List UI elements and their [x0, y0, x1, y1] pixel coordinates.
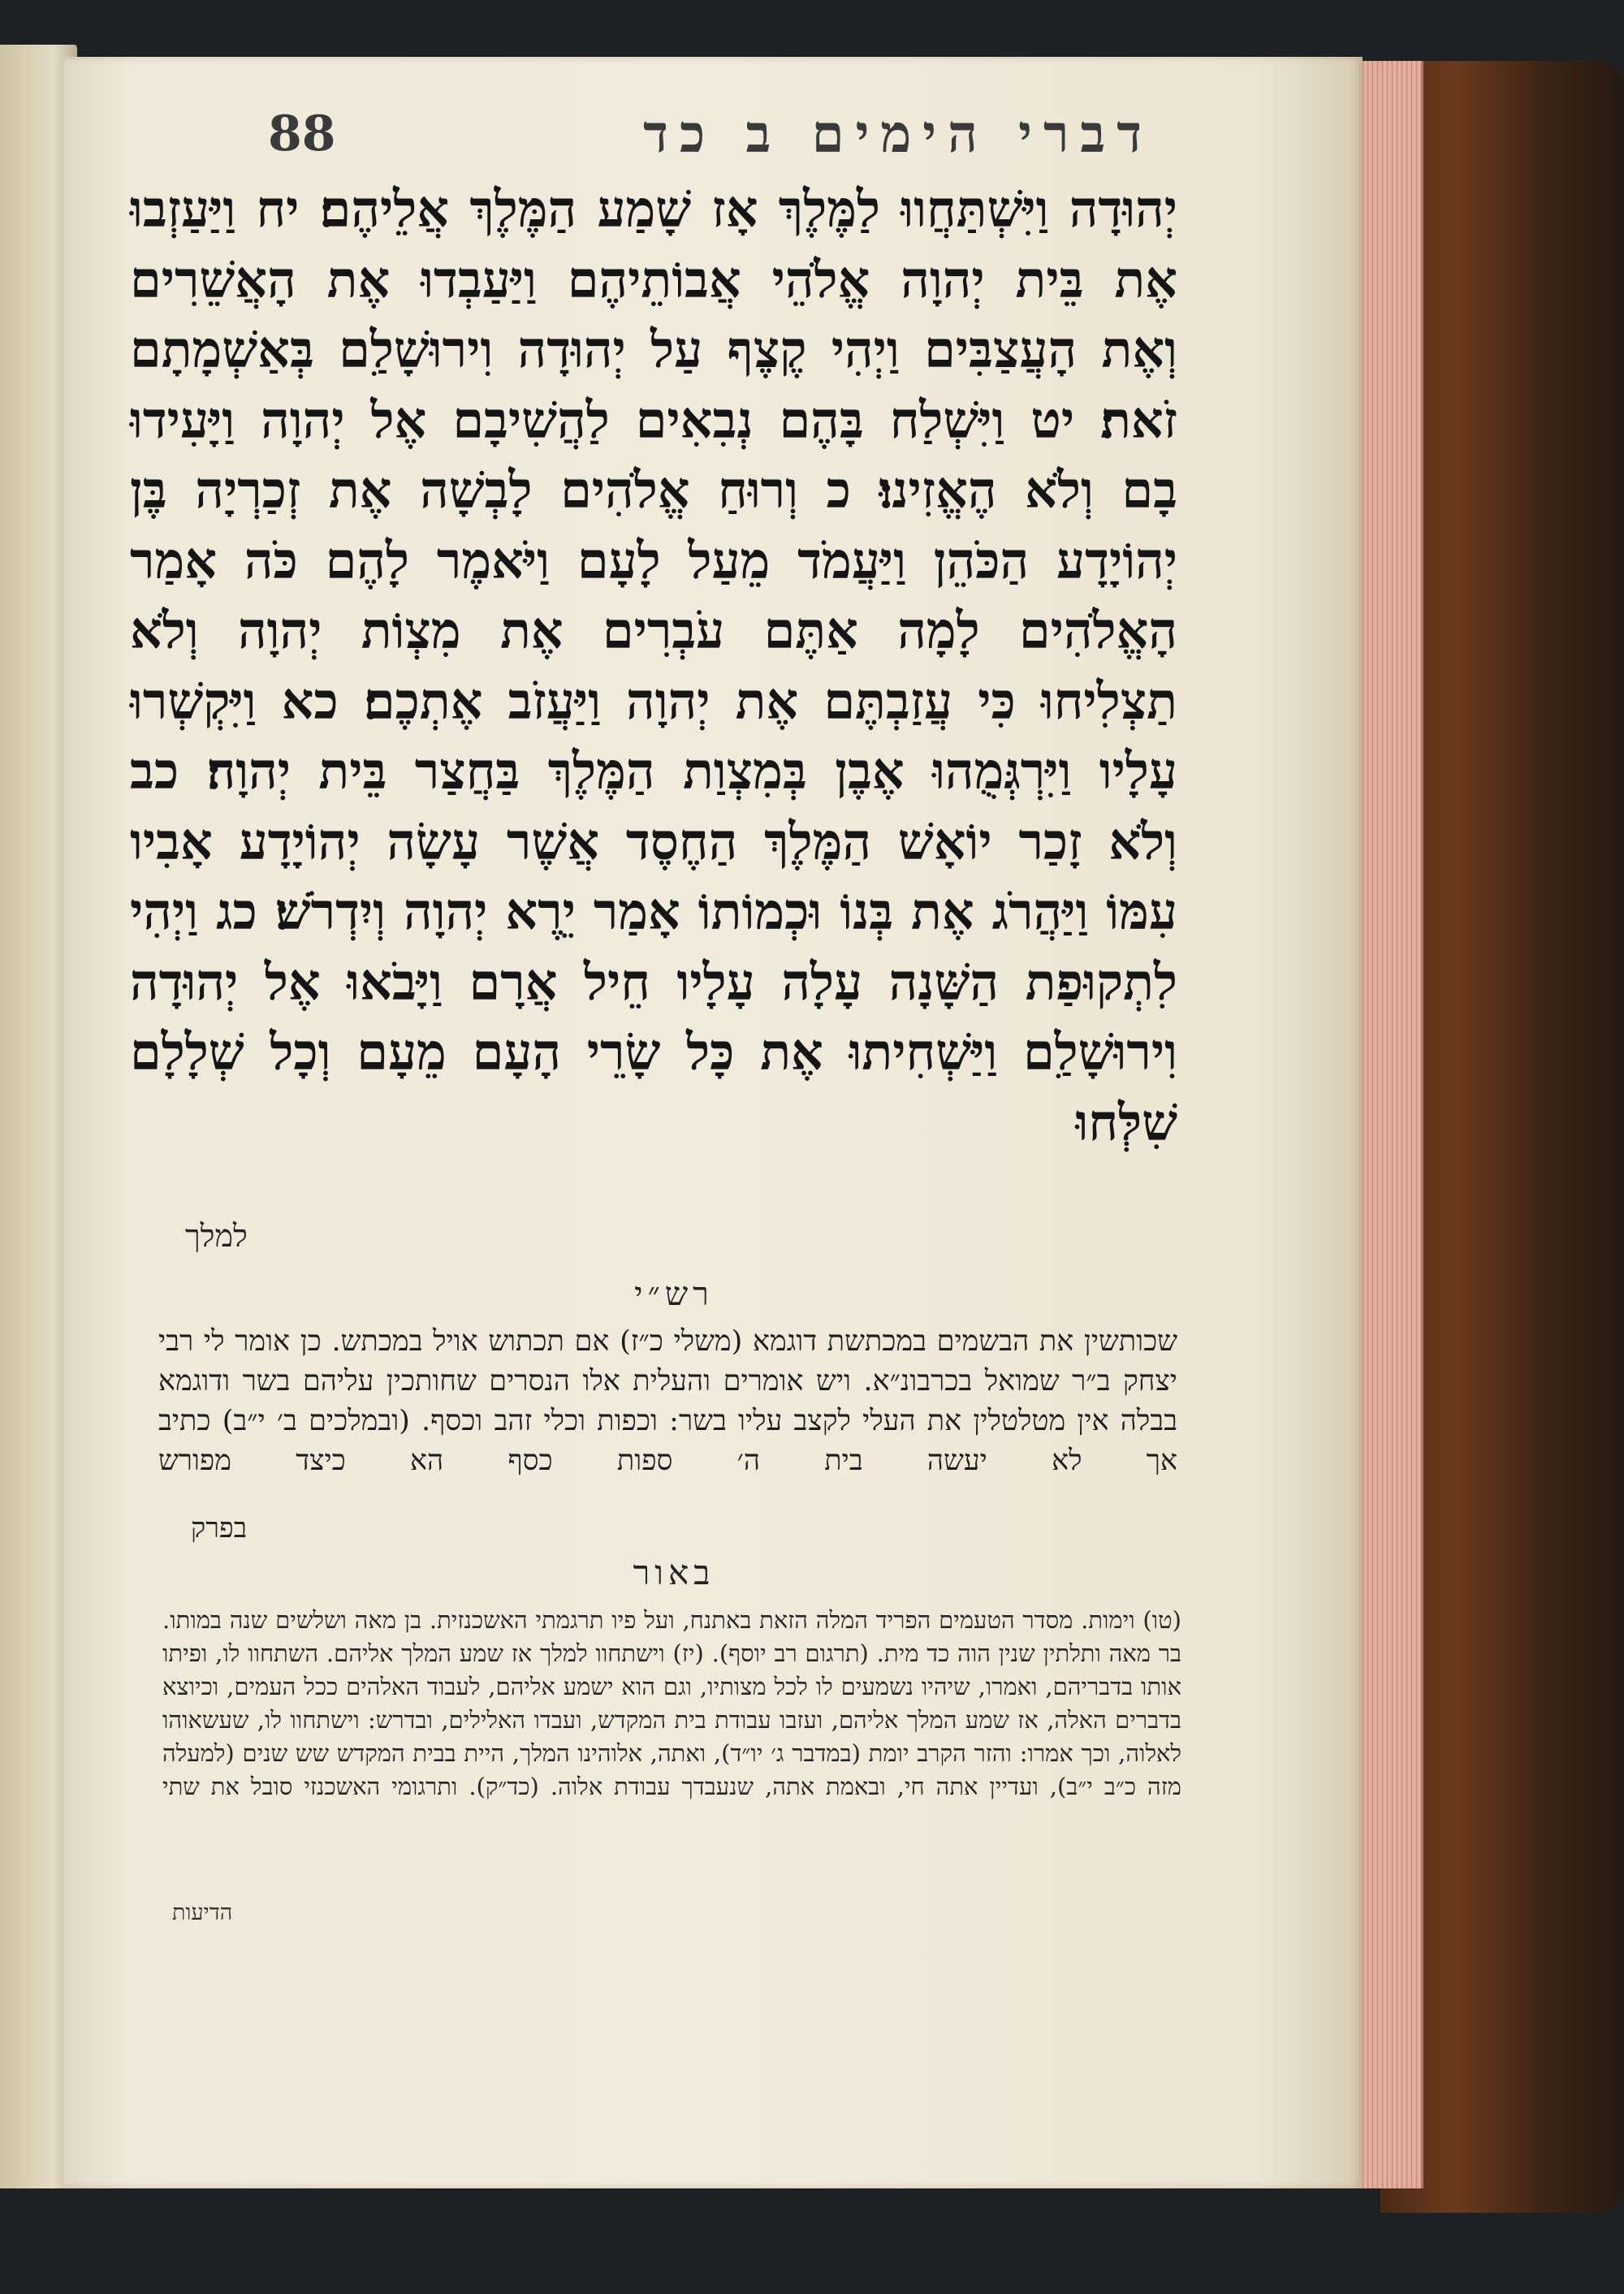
rashi-catchword: בפרק: [191, 1512, 248, 1544]
biur-commentary: (טו) וימות. מסדר הטעמים הפריד המלה הזאת באתנח, ועל פיו תרגמתי האשכנזית. בן מאה ושלשים שנה במותו. בר מאה ותלתין שנין הוה כד מית. (תרגום רב יוסף). (יז) וישתחוו למלך אז שמע המלך אליהם. השתחוו לו, ופיתו אותו בדבריהם, ואמרו, שיהיו נשמעים לו לכל מצותיו, וגם הוא ישמע אליהם, לעבוד האלהים ככל העמים, וכיוצא בדברים האלה, אז שמע המלך אליהם, ועזבו עבודת בית המקדש, ועבדו האלילים, ובדרש: וישתחוו לו, שעשאוהו לאלוה, וכך אמרו: והזר הקרב יומת (במדבר ג׳ יו״ד), ואתה, אלוהינו המלך, היית בבית המקדש שש שנים (למעלה מזה כ״ב י״ב), ועדיין אתה חי, ובאמת אתה, שנעבדך עבודת אלוה. (כד״ק). ותרגומי האשכנזי סובל את שתי: [162, 1606, 1181, 1800]
rashi-heading: רש״י: [634, 1276, 714, 1313]
main-catchword: למלך: [185, 1218, 248, 1254]
page-number: 88: [268, 106, 336, 162]
rashi-commentary: שכותשין את הבשמים במכתשת דוגמא (משלי כ״ז) אם תכתוש אויל במכתש. כן אומר לי רבי יצחק ב״ר שמואל בכרבונ״א. ויש אומרים והעלית אלו הנסרים שחותכין עליהם בשר ודוגמא בבלה אין מטלטלין את העלי לקצב עליו בשר: וכפות וכלי זהב וכסף. (ובמלכים ב׳ י״ב) כתיב אך לא יעשה בית ה׳ ספות כסף הא כיצד מפורש: [158, 1325, 1177, 1477]
scripture-text: יְהוּדָה וַיִּשְׁתַּחֲווּ לַמֶּלֶךְ אָז שָׁמַע הַמֶּלֶךְ אֲלֵיהֶם׃ יח וַיַּעַזְבוּ אֶת בֵּית יְהוָה אֱלֹהֵי אֲבוֹתֵיהֶם וַיַּעַבְדוּ אֶת הָאֲשֵׁרִים וְאֶת הָעֲצַבִּים וַיְהִי קֶצֶף עַל יְהוּדָה וִירוּשָׁלִַם בְּאַשְׁמָתָם זֹאת׃ יט וַיִּשְׁלַח בָּהֶם נְבִאִים לַהֲשִׁיבָם אֶל יְהוָה וַיָּעִידוּ בָם וְלֹא הֶאֱזִינוּ׃ כ וְרוּחַ אֱלֹהִים לָבְשָׁה אֶת זְכַרְיָה בֶּן יְהוֹיָדָע הַכֹּהֵן וַיַּעֲמֹד מֵעַל לָעָם וַיֹּאמֶר לָהֶם כֹּה אָמַר הָאֱלֹהִים לָמָה אַתֶּם עֹבְרִים אֶת מִצְוֹת יְהוָה וְלֹא תַצְלִיחוּ כִּי עֲזַבְתֶּם אֶת יְהוָה וַיַּעֲזֹב אֶתְכֶם׃ כא וַיִּקְשְׁרוּ עָלָיו וַיִּרְגְּמֻהוּ אֶבֶן בְּמִצְוַת הַמֶּלֶךְ בַּחֲצַר בֵּית יְהוָה׃ כב וְלֹא זָכַר יוֹאָשׁ הַמֶּלֶךְ הַחֶסֶד אֲשֶׁר עָשָׂה יְהוֹיָדָע אָבִיו עִמּוֹ וַיַּהֲרֹג אֶת בְּנוֹ וּכְמוֹתוֹ אָמַר יֵרֶא יְהוָה וְיִדְרֹשׁ׃ כג וַיְהִי לִתְקוּפַת הַשָּׁנָה עָלָה עָלָיו חֵיל אֲרָם וַיָּבֹאוּ אֶל יְהוּדָה וִירוּשָׁלִַם וַיַּשְׁחִיתוּ אֶת כָּל שָׂרֵי הָעָם מֵעָם וְכָל שְׁלָלָם שִׁלְּחוּ: [130, 179, 1177, 1152]
biur-catchword: הדיעות: [172, 1900, 233, 1925]
page-title: דברי הימים ב כד: [643, 103, 1153, 165]
running-header: [244, 97, 1153, 171]
biur-heading: באור: [633, 1553, 715, 1592]
